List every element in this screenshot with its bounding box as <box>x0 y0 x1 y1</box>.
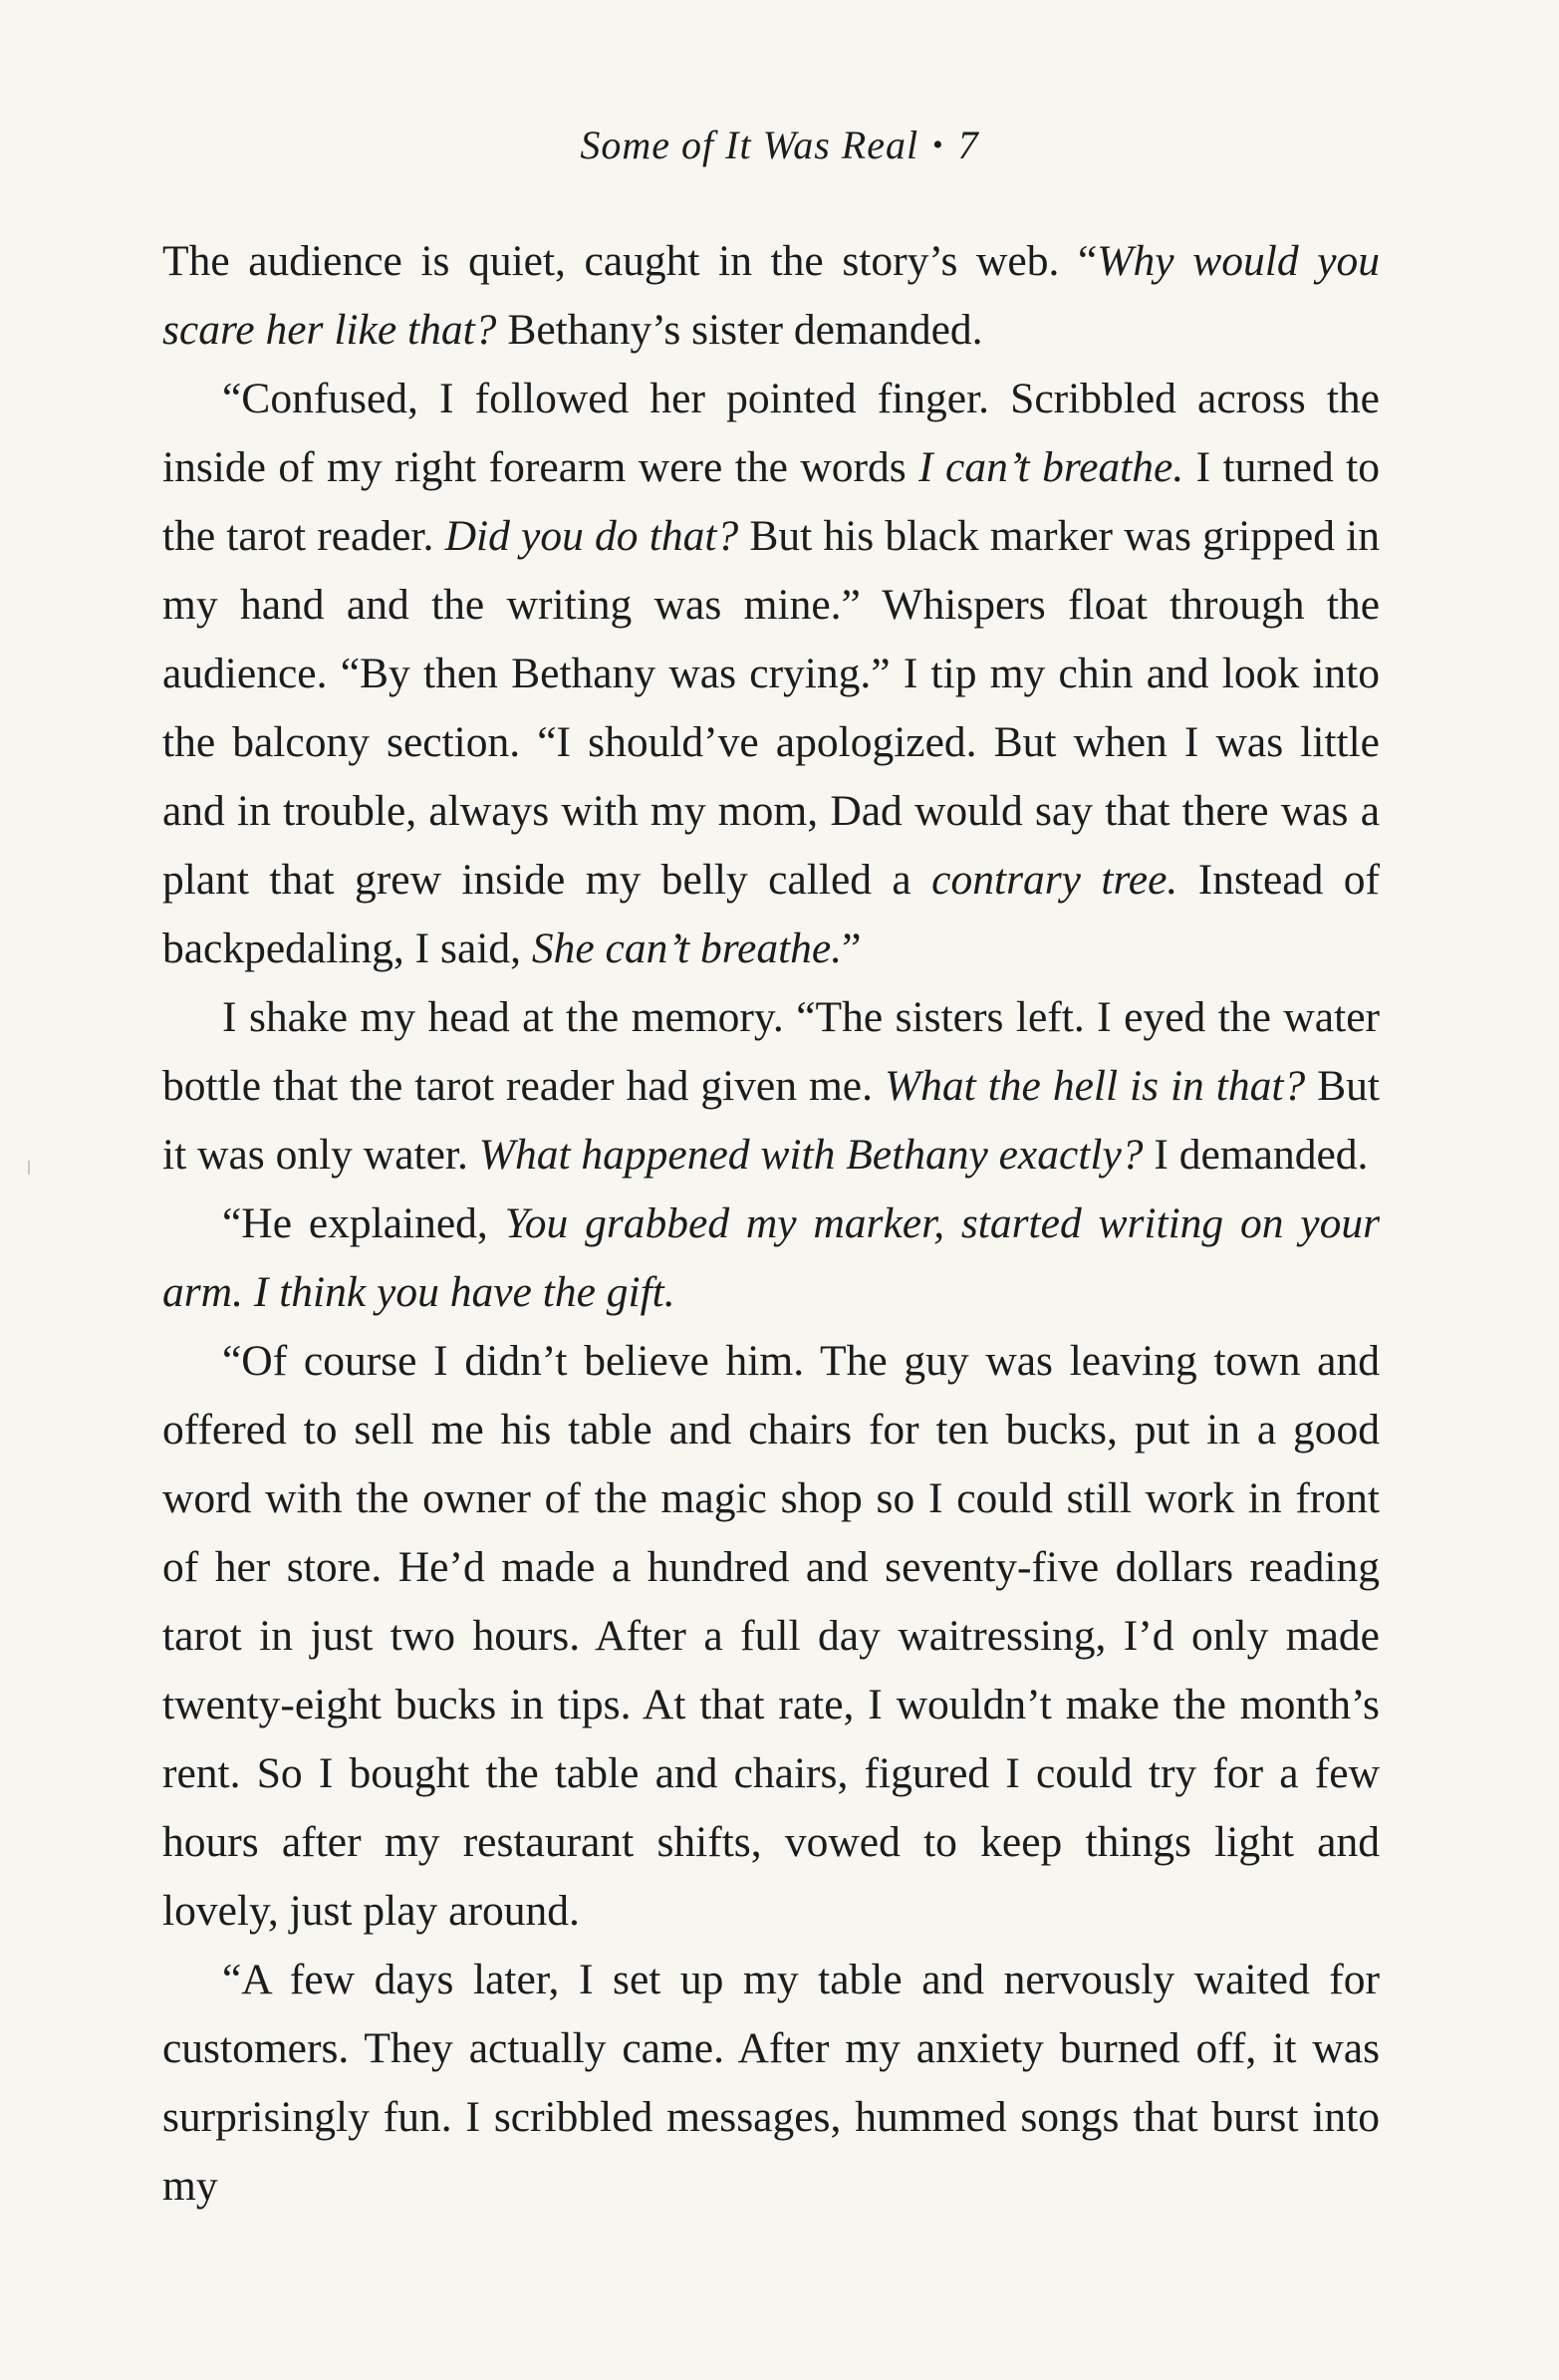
text-run: The audience is quiet, caught in the story’s web. “ <box>162 237 1098 285</box>
text-run: “Confused, I followed her pointed finger. Scribbled across the inside of my right forearm were the words <box>162 375 1380 491</box>
paragraph <box>162 365 1380 983</box>
italic-text: I can’t breathe. <box>918 443 1184 491</box>
text-run: I shake my head at the memory. “The sisters left. I eyed the water bottle that the tarot reader had given me. <box>162 993 1380 1110</box>
margin-mark <box>28 1161 30 1175</box>
paragraph <box>162 1946 1380 2221</box>
paragraph <box>162 1327 1380 1946</box>
page-number: 7 <box>957 123 979 167</box>
italic-text: She can’t breathe. <box>531 925 843 972</box>
text-run: “Of course I didn’t believe him. The guy was leaving town and offered to sell me his table and chairs for ten bucks, put in a good word with the owner of the magic shop so I could still work in front of her store. He’d made a hundred and seventy-five dollars reading tarot in just two hours. After a full day waitressing, I’d only made twenty-eight bucks in tips. At that rate, I wouldn’t make the month’s rent. So I bought the table and chairs, figured I could try for a few hours after my restaurant shifts, vowed to keep things light and lovely, just play around. <box>162 1337 1380 1935</box>
italic-text: You grabbed my marker, started writing on your arm. I think you have the gift. <box>162 1199 1381 1316</box>
italic-text: What happened with Bethany exactly? <box>478 1131 1144 1179</box>
italic-text: Why would you scare her like that? <box>162 237 1380 354</box>
text-run: But it was only water. <box>162 1062 1381 1179</box>
text-run: I turned to the tarot reader. <box>162 443 1381 560</box>
text-run: I demanded. <box>1143 1131 1369 1179</box>
paragraph <box>162 227 1380 365</box>
text-run: “A few days later, I set up my table and nervously waited for customers. They actually came. After my anxiety burned off, it was surprisingly fun. I scribbled messages, hummed songs that burst into my <box>162 1956 1380 2210</box>
paragraph <box>162 1190 1380 1327</box>
text-run: Instead of backpedaling, I said, <box>162 856 1380 972</box>
text-run: “He explained, <box>222 1199 505 1247</box>
running-head-title: Some of It Was Real <box>580 123 919 167</box>
italic-text: Did you do that? <box>444 512 739 560</box>
paragraph <box>162 983 1380 1190</box>
body-text <box>162 227 1380 2221</box>
italic-text: contrary tree. <box>931 856 1178 904</box>
italic-text: What the hell is in that? <box>884 1062 1306 1110</box>
text-run: Bethany’s sister demanded. <box>496 306 983 354</box>
text-run: ” <box>842 925 862 972</box>
text-run: But his black marker was gripped in my hand and the writing was mine.” Whispers float through the audience. “By then Bethany was crying.” I tip my chin and look into the balcony section. “I should’ve apologized. But when I was little and in trouble, always with my mom, Dad would say that there was a plant that grew inside my belly called a <box>162 512 1380 904</box>
running-head <box>0 122 1559 168</box>
running-head-separator: • <box>932 129 944 161</box>
